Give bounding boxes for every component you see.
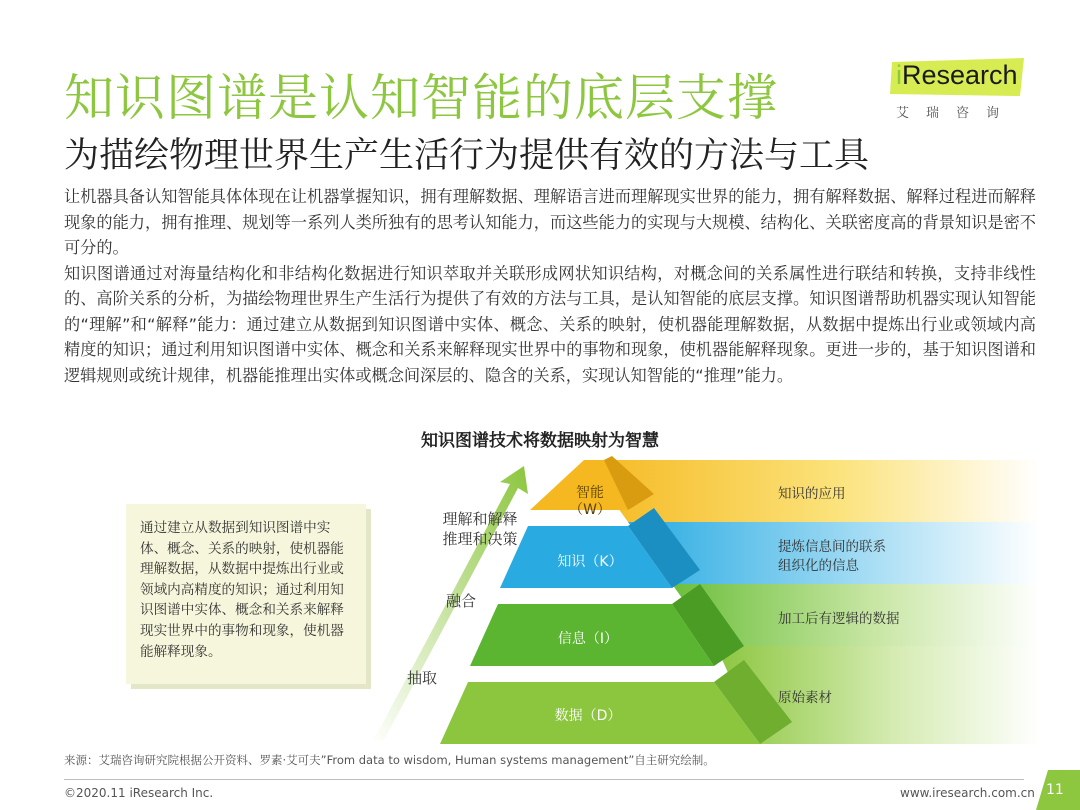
desc-knowledge-2: 组织化的信息 [778,558,859,574]
process-middle: 融合 [445,592,477,610]
footer-divider [64,779,1024,780]
logo-i: i [896,60,902,90]
label-knowledge: 知识（K） [557,554,623,570]
label-information: 信息（I） [557,631,619,647]
label-data: 数据（D） [554,708,622,724]
diagram-title: 知识图谱技术将数据映射为智慧 [421,431,659,451]
page-number: 11 [1046,782,1064,798]
desc-information: 加工后有逻辑的数据 [778,611,900,627]
desc-data: 原始素材 [778,690,832,706]
label-wisdom-abbr: （W） [569,502,611,518]
process-top-line1: 理解和解释 [442,510,518,528]
desc-wisdom: 知识的应用 [778,486,846,502]
logo-chinese: 艾瑞咨询 [896,106,1017,121]
paragraph-2: 知识图谱通过对海量结构化和非结构化数据进行知识萃取并关联形成网状知识结构，对概念间的关系属性进行联结和转换，支持非线性的、高阶关系的分析，为描绘物理世界生产生活行为提供了有效的方法与工具，是认知智能的底层支撑。知识图谱帮助机器实现认知智能的“理解”和“解释”能力：通过建立从数据到知识图谱中实体、概念、关系的映射，使机器能理解数据，从数据中提炼出行业或领域内高精度的知识；通过利用知识图谱中实体、概念和关系来解释现实世界中的事物和现象，使机器能解释现象。更进一步的，基于知识图谱和逻辑规则或统计规律，机器能推理出实体或概念间深层的、隐含的关系，实现认知智能的“推理”能力。 [64,263,1036,385]
process-bottom: 抽取 [406,669,438,687]
desc-knowledge-1: 提炼信息间的联系 [778,539,886,555]
logo-research: Research [902,60,1018,90]
copyright: ©2020.11 iResearch Inc. [64,786,214,800]
process-top-line2: 推理和决策 [442,530,518,548]
website-link[interactable]: www.iresearch.com.cn [900,786,1035,800]
page-subtitle: 为描绘物理世界生产生活行为提供有效的方法与工具 [64,136,870,176]
page-title: 知识图谱是认知智能的底层支撑 [64,69,778,127]
source-note: 来源：艾瑞咨询研究院根据公开资料、罗素·艾可夫”From data to wisdom, Human systems management”自主研究绘制。 [64,753,715,767]
paragraph-1: 让机器具备认知智能具体体现在让机器掌握知识，拥有理解数据、理解语言进而理解现实世界的能力，拥有解释数据、解释过程进而解释现象的能力，拥有推理、规划等一系列人类所独有的思考认知能力，而这些能力的实现与大规模、结构化、关联密度高的背景知识是密不可分的。 [64,187,1036,257]
label-wisdom: 智能 [576,485,604,501]
explanation-text: 通过建立从数据到知识图谱中实体、概念、关系的映射，使机器能理解数据，从数据中提炼出行业或领域内高精度的知识；通过利用知识图谱中实体、概念和关系来解释现实世界中的事物和现象，使机器能解释现象。 [140,520,344,660]
